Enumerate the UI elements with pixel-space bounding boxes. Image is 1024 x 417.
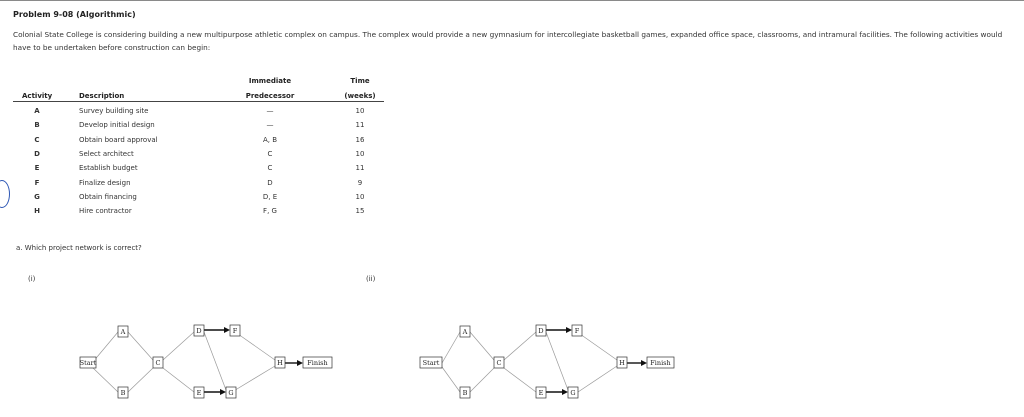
node-g: G	[228, 389, 234, 397]
node-b: B	[120, 389, 126, 397]
node-d: D	[196, 327, 202, 335]
node-a: A	[462, 328, 468, 336]
table-cell-description: Select architect	[79, 150, 134, 158]
node-g: G	[570, 389, 576, 397]
table-cell-activity: B	[34, 121, 40, 129]
table-cell-predecessor: D, E	[262, 193, 278, 201]
header-activity: Activity	[22, 92, 53, 100]
node-finish: Finish	[650, 359, 671, 367]
table-cell-activity: F	[34, 179, 40, 187]
node-start: Start	[422, 359, 440, 367]
table-cell-time: 11	[355, 164, 365, 172]
table-cell-activity: A	[34, 107, 40, 115]
problem-title: Problem 9-08 (Algorithmic)	[13, 10, 136, 19]
table-cell-description: Develop initial design	[79, 121, 155, 129]
header-predecessor-line2: Predecessor	[245, 92, 295, 100]
table-cell-time: 10	[355, 150, 365, 158]
option-ii-label: (ii)	[366, 275, 376, 283]
table-cell-predecessor: —	[266, 121, 274, 129]
table-cell-predecessor: A, B	[262, 136, 278, 144]
table-cell-activity: E	[34, 164, 40, 172]
table-cell-predecessor: C	[267, 164, 273, 172]
table-cell-description: Finalize design	[79, 179, 131, 187]
answer-radio-button[interactable]	[0, 180, 10, 208]
table-cell-predecessor: —	[266, 107, 274, 115]
network-diagram-i[interactable]	[70, 320, 360, 410]
table-cell-time: 16	[355, 136, 365, 144]
node-start: Start	[79, 359, 97, 367]
node-d: D	[538, 327, 544, 335]
table-cell-description: Hire contractor	[79, 207, 132, 215]
table-cell-time: 11	[355, 121, 365, 129]
top-divider	[0, 0, 1024, 1]
node-f: F	[232, 327, 238, 335]
problem-description: Colonial State College is considering building a new multipurpose athletic complex on campus. The complex would provide a new gymnasium for intercollegiate basketball games, expanded office space, classrooms, and intramural facilities. The following activities would have to be undertaken before construction can begin:	[13, 30, 1003, 52]
table-cell-predecessor: F, G	[263, 207, 277, 215]
header-description: Description	[79, 92, 125, 100]
node-finish: Finish	[307, 359, 328, 367]
table-cell-description: Establish budget	[79, 164, 138, 172]
network-diagram-ii[interactable]	[412, 320, 712, 410]
node-h: H	[619, 359, 625, 367]
table-cell-description: Survey building site	[79, 107, 149, 115]
option-i-label: (i)	[28, 275, 36, 283]
table-cell-time: 10	[355, 107, 365, 115]
header-predecessor-line1: Immediate	[248, 77, 292, 85]
header-time-line2: (weeks)	[344, 92, 376, 100]
table-cell-activity: G	[34, 193, 40, 201]
table-cell-time: 15	[355, 207, 365, 215]
table-cell-predecessor: D	[267, 179, 273, 187]
node-e: E	[538, 389, 544, 397]
question-text: a. Which project network is correct?	[16, 244, 142, 252]
node-c: C	[155, 359, 161, 367]
table-cell-activity: C	[34, 136, 40, 144]
table-cell-time: 9	[357, 179, 363, 187]
table-cell-description: Obtain board approval	[79, 136, 158, 144]
node-c: C	[496, 359, 502, 367]
node-f: F	[574, 327, 580, 335]
node-b: B	[462, 389, 468, 397]
node-a: A	[120, 328, 126, 336]
table-cell-predecessor: C	[267, 150, 273, 158]
header-time-line1: Time	[350, 77, 370, 85]
table-cell-activity: D	[34, 150, 40, 158]
table-cell-description: Obtain financing	[79, 193, 137, 201]
node-h: H	[277, 359, 283, 367]
table-cell-activity: H	[34, 207, 40, 215]
table-cell-time: 10	[355, 193, 365, 201]
node-e: E	[196, 389, 202, 397]
table-header-rule	[13, 101, 384, 102]
